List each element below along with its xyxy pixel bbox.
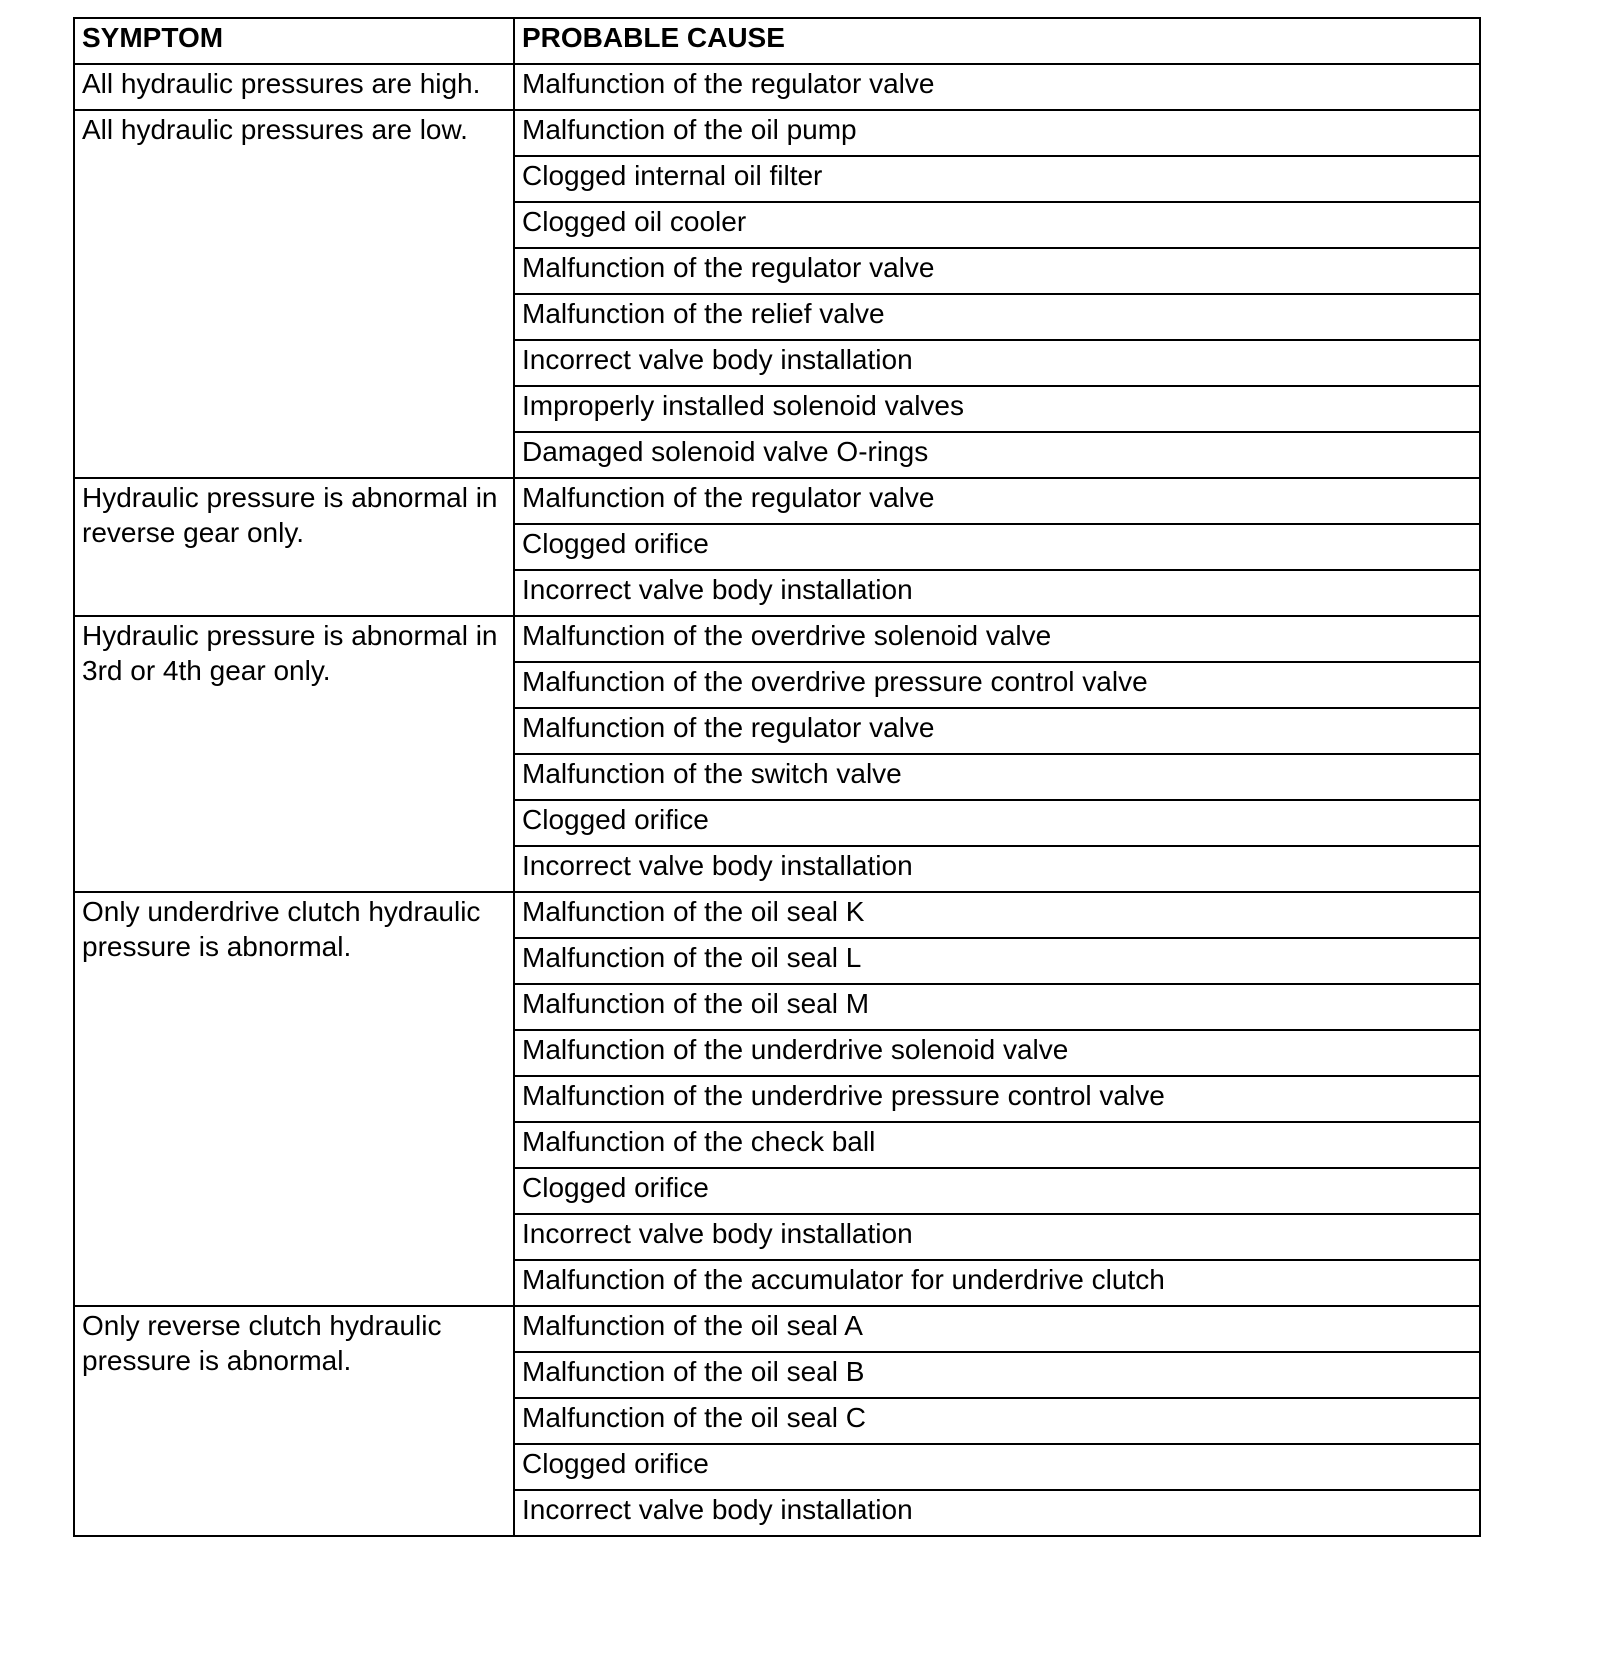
- probable-cause-cell: Malfunction of the regulator valve: [514, 708, 1480, 754]
- probable-cause-cell: Malfunction of the oil seal L: [514, 938, 1480, 984]
- probable-cause-cell: Incorrect valve body installation: [514, 340, 1480, 386]
- probable-cause-cell: Malfunction of the oil seal C: [514, 1398, 1480, 1444]
- probable-cause-cell: Clogged oil cooler: [514, 202, 1480, 248]
- symptom-cell: Hydraulic pressure is abnormal in 3rd or 4th gear only.: [74, 616, 514, 892]
- probable-cause-cell: Clogged orifice: [514, 800, 1480, 846]
- probable-cause-column-header: PROBABLE CAUSE: [514, 18, 1480, 64]
- table-row: [74, 616, 1480, 662]
- probable-cause-cell: Malfunction of the underdrive pressure control valve: [514, 1076, 1480, 1122]
- probable-cause-cell: Malfunction of the regulator valve: [514, 478, 1480, 524]
- symptom-cell: All hydraulic pressures are high.: [74, 64, 514, 110]
- probable-cause-cell: Incorrect valve body installation: [514, 846, 1480, 892]
- probable-cause-cell: Malfunction of the oil pump: [514, 110, 1480, 156]
- table-row: [74, 64, 1480, 110]
- probable-cause-cell: Improperly installed solenoid valves: [514, 386, 1480, 432]
- probable-cause-cell: Incorrect valve body installation: [514, 1214, 1480, 1260]
- symptom-cause-table: [73, 17, 1481, 1537]
- table-header: [74, 18, 1480, 64]
- probable-cause-cell: Malfunction of the relief valve: [514, 294, 1480, 340]
- symptom-cell: Only underdrive clutch hydraulic pressure is abnormal.: [74, 892, 514, 1306]
- probable-cause-cell: Malfunction of the overdrive pressure control valve: [514, 662, 1480, 708]
- table-row: [74, 110, 1480, 156]
- table-row: [74, 1306, 1480, 1352]
- symptom-cell: Hydraulic pressure is abnormal in reverse gear only.: [74, 478, 514, 616]
- probable-cause-cell: Malfunction of the accumulator for underdrive clutch: [514, 1260, 1480, 1306]
- probable-cause-cell: Malfunction of the check ball: [514, 1122, 1480, 1168]
- probable-cause-cell: Malfunction of the underdrive solenoid valve: [514, 1030, 1480, 1076]
- table-row: [74, 478, 1480, 524]
- probable-cause-cell: Clogged orifice: [514, 1444, 1480, 1490]
- diagnosis-sheet: [73, 17, 1481, 1537]
- probable-cause-cell: Malfunction of the oil seal A: [514, 1306, 1480, 1352]
- probable-cause-cell: Malfunction of the overdrive solenoid valve: [514, 616, 1480, 662]
- probable-cause-cell: Incorrect valve body installation: [514, 1490, 1480, 1536]
- probable-cause-cell: Clogged orifice: [514, 524, 1480, 570]
- probable-cause-cell: Malfunction of the regulator valve: [514, 248, 1480, 294]
- probable-cause-cell: Clogged internal oil filter: [514, 156, 1480, 202]
- header-row: [74, 18, 1480, 64]
- probable-cause-cell: Malfunction of the oil seal K: [514, 892, 1480, 938]
- probable-cause-cell: Malfunction of the switch valve: [514, 754, 1480, 800]
- table-body: [74, 64, 1480, 1536]
- probable-cause-cell: Malfunction of the oil seal M: [514, 984, 1480, 1030]
- symptom-cell: Only reverse clutch hydraulic pressure is abnormal.: [74, 1306, 514, 1536]
- probable-cause-cell: Incorrect valve body installation: [514, 570, 1480, 616]
- probable-cause-cell: Clogged orifice: [514, 1168, 1480, 1214]
- table-row: [74, 892, 1480, 938]
- symptom-cell: All hydraulic pressures are low.: [74, 110, 514, 478]
- probable-cause-cell: Malfunction of the regulator valve: [514, 64, 1480, 110]
- probable-cause-cell: Malfunction of the oil seal B: [514, 1352, 1480, 1398]
- symptom-column-header: SYMPTOM: [74, 18, 514, 64]
- probable-cause-cell: Damaged solenoid valve O-rings: [514, 432, 1480, 478]
